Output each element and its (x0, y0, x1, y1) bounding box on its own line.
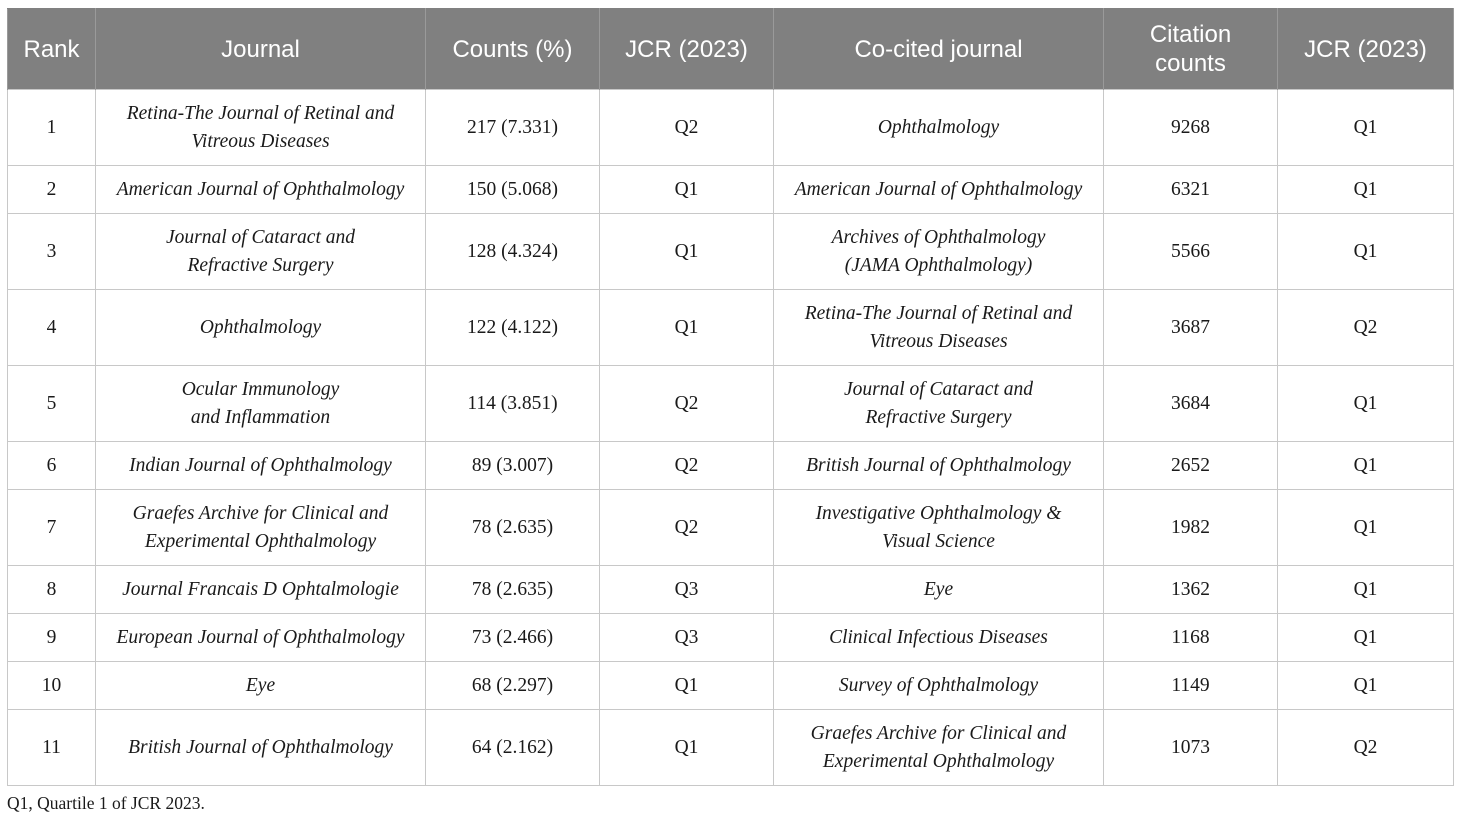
table-row (8, 442, 1454, 490)
cell-cocited-jcr (1278, 442, 1454, 490)
cell-rank (8, 166, 96, 214)
cell-journal (96, 366, 426, 442)
cell-cocited-jcr-text: Q1 (1353, 240, 1378, 262)
cell-cocited-journal-line1: Journal of Cataract and (843, 378, 1034, 400)
cell-counts-text: 122 (4.122) (467, 316, 558, 338)
cell-rank-text: 7 (46, 516, 57, 538)
cell-rank-text: 1 (46, 116, 57, 138)
cell-counts (426, 566, 600, 614)
cell-citation-counts-text: 9268 (1171, 116, 1210, 138)
cell-jcr-text: Q1 (674, 240, 699, 262)
cell-cocited-journal (774, 566, 1104, 614)
header-counts: Counts (%) (426, 9, 600, 90)
cell-cocited-journal (774, 710, 1104, 786)
cell-jcr-text: Q2 (674, 516, 699, 538)
cell-jcr (600, 214, 774, 290)
cell-counts (426, 662, 600, 710)
cell-citation-counts (1104, 442, 1278, 490)
cell-jcr (600, 442, 774, 490)
cell-journal-line1: Graefes Archive for Clinical and (132, 502, 389, 524)
cell-citation-counts-text: 2652 (1171, 454, 1210, 476)
cell-counts (426, 366, 600, 442)
cell-citation-counts-text: 1149 (1171, 674, 1210, 696)
cell-jcr-text: Q1 (674, 736, 699, 758)
cell-cocited-jcr (1278, 366, 1454, 442)
cell-cocited-jcr (1278, 290, 1454, 366)
cell-cocited-jcr-text: Q1 (1353, 626, 1378, 648)
cell-rank (8, 710, 96, 786)
cell-citation-counts (1104, 490, 1278, 566)
cell-rank-text: 6 (46, 454, 57, 476)
cell-cocited-journal-text: American Journal of Ophthalmology (794, 178, 1083, 200)
cell-journal-text: Journal Francais D Ophtalmologie (122, 578, 399, 600)
cell-cocited-jcr-text: Q1 (1353, 392, 1378, 414)
cell-cocited-journal (774, 366, 1104, 442)
header-citation-counts (1104, 9, 1278, 90)
cell-rank-text: 10 (41, 674, 62, 696)
cell-cocited-jcr (1278, 490, 1454, 566)
cell-jcr (600, 366, 774, 442)
header-citation-counts-line1: Citation (1149, 21, 1232, 48)
cell-citation-counts (1104, 566, 1278, 614)
cell-cocited-jcr-text: Q2 (1353, 316, 1378, 338)
header-citation-counts-line2: counts (1155, 50, 1226, 77)
cell-rank (8, 614, 96, 662)
cell-cocited-jcr (1278, 90, 1454, 166)
cell-jcr-text: Q2 (674, 116, 699, 138)
cell-jcr-text: Q3 (674, 578, 699, 600)
cell-cocited-jcr (1278, 214, 1454, 290)
cell-rank-text: 3 (46, 240, 57, 262)
cell-citation-counts-text: 3687 (1171, 316, 1210, 338)
cell-cocited-jcr-text: Q1 (1353, 454, 1378, 476)
cell-citation-counts-text: 3684 (1171, 392, 1210, 414)
cell-cocited-journal-text: British Journal of Ophthalmology (806, 454, 1071, 476)
cell-journal (96, 442, 426, 490)
cell-cocited-jcr (1278, 710, 1454, 786)
cell-counts-text: 128 (4.324) (467, 240, 558, 262)
cell-journal-text: British Journal of Ophthalmology (128, 736, 393, 758)
cell-journal (96, 490, 426, 566)
cell-counts-text: 217 (7.331) (467, 116, 558, 138)
cell-jcr-text: Q3 (674, 626, 699, 648)
cell-citation-counts-text: 1982 (1171, 516, 1210, 538)
cell-jcr-text: Q2 (674, 454, 699, 476)
cell-citation-counts (1104, 214, 1278, 290)
cell-jcr (600, 710, 774, 786)
cell-rank-text: 2 (46, 178, 57, 200)
journal-table (7, 8, 1454, 786)
cell-counts-text: 73 (2.466) (471, 626, 554, 648)
table-body (8, 90, 1454, 786)
cell-counts (426, 490, 600, 566)
cell-jcr (600, 490, 774, 566)
cell-citation-counts (1104, 290, 1278, 366)
cell-counts (426, 710, 600, 786)
cell-journal-line2: and Inflammation (190, 406, 331, 428)
cell-cocited-journal-text: Clinical Infectious Diseases (829, 626, 1048, 648)
cell-journal-text: Eye (245, 674, 276, 696)
cell-journal-text: American Journal of Ophthalmology (116, 178, 405, 200)
header-cocited-jcr: JCR (2023) (1278, 9, 1454, 90)
cell-cocited-journal-text: Survey of Ophthalmology (838, 674, 1039, 696)
table-row (8, 214, 1454, 290)
cell-jcr (600, 614, 774, 662)
cell-citation-counts-text: 5566 (1171, 240, 1210, 262)
cell-journal (96, 710, 426, 786)
cell-citation-counts-text: 6321 (1171, 178, 1210, 200)
cell-counts (426, 90, 600, 166)
cell-cocited-journal (774, 166, 1104, 214)
cell-journal-line2: Experimental Ophthalmology (144, 530, 377, 552)
cell-rank (8, 90, 96, 166)
cell-cocited-jcr-text: Q1 (1353, 116, 1378, 138)
cell-rank-text: 5 (46, 392, 57, 414)
cell-journal (96, 662, 426, 710)
cell-journal-line2: Vitreous Diseases (191, 130, 330, 152)
cell-rank-text: 9 (46, 626, 57, 648)
cell-cocited-journal-text: Eye (923, 578, 954, 600)
table-footnote: Q1, Quartile 1 of JCR 2023. (7, 793, 205, 813)
cell-cocited-journal-line2: Visual Science (882, 530, 995, 552)
cell-cocited-jcr (1278, 166, 1454, 214)
cell-cocited-journal (774, 290, 1104, 366)
cell-counts-text: 114 (3.851) (467, 392, 558, 414)
cell-jcr-text: Q1 (674, 178, 699, 200)
cell-cocited-journal (774, 662, 1104, 710)
cell-rank (8, 662, 96, 710)
table-row (8, 566, 1454, 614)
cell-cocited-journal (774, 614, 1104, 662)
cell-journal (96, 566, 426, 614)
cell-cocited-jcr-text: Q1 (1353, 578, 1378, 600)
cell-journal (96, 290, 426, 366)
cell-cocited-jcr-text: Q2 (1353, 736, 1378, 758)
cell-jcr (600, 90, 774, 166)
cell-citation-counts (1104, 614, 1278, 662)
cell-journal-text: Ophthalmology (199, 316, 322, 338)
cell-cocited-journal-line1: Graefes Archive for Clinical and (810, 722, 1067, 744)
cell-cocited-jcr (1278, 566, 1454, 614)
header-rank: Rank (8, 9, 96, 90)
cell-journal-line1: Retina-The Journal of Retinal and (126, 102, 395, 124)
cell-jcr-text: Q1 (674, 316, 699, 338)
cell-journal-text: European Journal of Ophthalmology (116, 626, 405, 648)
cell-cocited-jcr-text: Q1 (1353, 516, 1378, 538)
cell-jcr-text: Q1 (674, 674, 699, 696)
table-header (8, 9, 1454, 90)
cell-counts-text: 64 (2.162) (471, 736, 554, 758)
cell-rank (8, 442, 96, 490)
cell-journal-line2: Refractive Surgery (187, 254, 334, 276)
header-cocited-journal: Co-cited journal (774, 9, 1104, 90)
cell-journal-line1: Journal of Cataract and (165, 226, 356, 248)
cell-rank-text: 8 (46, 578, 57, 600)
cell-rank (8, 214, 96, 290)
cell-cocited-journal (774, 214, 1104, 290)
cell-cocited-journal-text: Ophthalmology (877, 116, 1000, 138)
table-row (8, 290, 1454, 366)
cell-journal-text: Indian Journal of Ophthalmology (129, 454, 392, 476)
header-jcr: JCR (2023) (600, 9, 774, 90)
cell-counts-text: 78 (2.635) (471, 516, 554, 538)
cell-counts (426, 166, 600, 214)
table-row (8, 90, 1454, 166)
table-row (8, 490, 1454, 566)
cell-cocited-jcr-text: Q1 (1353, 178, 1378, 200)
cell-jcr (600, 166, 774, 214)
cell-citation-counts (1104, 166, 1278, 214)
table-row (8, 662, 1454, 710)
cell-citation-counts-text: 1073 (1171, 736, 1210, 758)
cell-cocited-jcr-text: Q1 (1353, 674, 1378, 696)
cell-rank-text: 4 (46, 316, 57, 338)
cell-cocited-journal-line1: Retina-The Journal of Retinal and (804, 302, 1073, 324)
cell-cocited-jcr (1278, 662, 1454, 710)
cell-counts-text: 150 (5.068) (467, 178, 558, 200)
cell-citation-counts (1104, 90, 1278, 166)
cell-cocited-journal (774, 90, 1104, 166)
cell-cocited-journal (774, 442, 1104, 490)
cell-journal (96, 214, 426, 290)
cell-jcr-text: Q2 (674, 392, 699, 414)
cell-rank (8, 490, 96, 566)
cell-citation-counts (1104, 366, 1278, 442)
cell-journal (96, 614, 426, 662)
cell-journal-line1: Ocular Immunology (181, 378, 340, 400)
cell-rank (8, 566, 96, 614)
cell-counts-text: 78 (2.635) (471, 578, 554, 600)
cell-counts (426, 290, 600, 366)
cell-counts (426, 442, 600, 490)
cell-cocited-journal-line2: Vitreous Diseases (869, 330, 1008, 352)
cell-cocited-journal-line1: Archives of Ophthalmology (831, 226, 1046, 248)
cell-counts-text: 68 (2.297) (471, 674, 554, 696)
cell-citation-counts-text: 1362 (1171, 578, 1210, 600)
table-row (8, 614, 1454, 662)
table-row (8, 710, 1454, 786)
cell-rank (8, 366, 96, 442)
cell-rank-text: 11 (42, 736, 61, 758)
table-row (8, 366, 1454, 442)
cell-cocited-journal (774, 490, 1104, 566)
cell-jcr (600, 662, 774, 710)
cell-citation-counts-text: 1168 (1171, 626, 1210, 648)
cell-jcr (600, 290, 774, 366)
cell-cocited-journal-line2: Experimental Ophthalmology (822, 750, 1055, 772)
cell-counts-text: 89 (3.007) (471, 454, 554, 476)
cell-cocited-jcr (1278, 614, 1454, 662)
header-row (8, 9, 1454, 90)
table-row (8, 166, 1454, 214)
cell-counts (426, 614, 600, 662)
cell-citation-counts (1104, 662, 1278, 710)
cell-cocited-journal-line2: (JAMA Ophthalmology) (844, 254, 1033, 276)
cell-citation-counts (1104, 710, 1278, 786)
cell-counts (426, 214, 600, 290)
cell-jcr (600, 566, 774, 614)
cell-journal (96, 90, 426, 166)
cell-cocited-journal-line1: Investigative Ophthalmology & (815, 502, 1062, 524)
header-journal: Journal (96, 9, 426, 90)
cell-rank (8, 290, 96, 366)
cell-journal (96, 166, 426, 214)
cell-cocited-journal-line2: Refractive Surgery (865, 406, 1012, 428)
